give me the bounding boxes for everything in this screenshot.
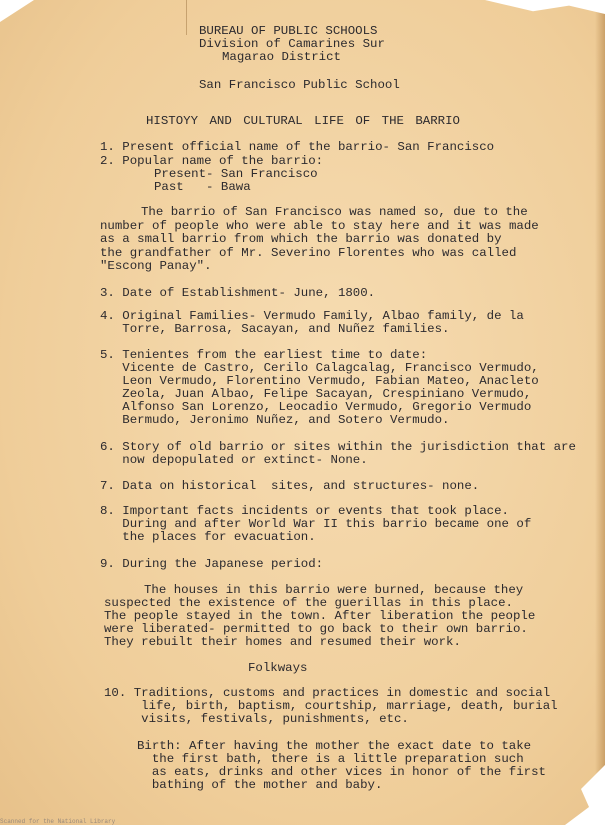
- torn-corner: [0, 0, 34, 22]
- item-10-line: 10. Traditions, customs and practices in domestic and social: [104, 686, 551, 700]
- paragraph-line: were liberated- permitted to go back to their own barrio.: [104, 622, 528, 636]
- birth-line: Birth: After having the mother the exact date to take: [137, 739, 532, 753]
- item-4-line: 4. Original Families- Vermudo Family, Albao family, de la: [100, 309, 524, 323]
- item-2-present: Present- San Francisco: [154, 167, 318, 181]
- scan-footer: Scanned for the National Library: [0, 818, 116, 825]
- torn-edge-bottom: [565, 765, 605, 825]
- item-5-line: Alfonso San Lorenzo, Leocadio Vermudo, Gregorio Vermudo: [100, 400, 532, 414]
- division-line: Division of Camarines Sur: [199, 37, 385, 51]
- item-8-line: During and after World War II this barrio became one of: [100, 517, 532, 531]
- item-7: 7. Data on historical sites, and structures- none.: [100, 479, 480, 493]
- item-5-line: Zeola, Juan Albao, Felipe Sacayan, Crespiniano Vermudo,: [100, 387, 532, 401]
- item-2-past: Past - Bawa: [154, 180, 251, 194]
- paragraph-line: as a small barrio from which the barrio was donated by: [100, 232, 502, 246]
- bureau-line: BUREAU OF PUBLIC SCHOOLS: [199, 24, 378, 38]
- page-edge-shadow: [595, 0, 605, 825]
- item-4-line: Torre, Barrosa, Sacayan, and Nuñez families.: [100, 322, 450, 336]
- paragraph-line: The houses in this barrio were burned, because they: [144, 583, 524, 597]
- district-line: Magarao District: [222, 50, 341, 64]
- section-heading: Folkways: [248, 661, 308, 675]
- paragraph-line: They rebuilt their homes and resumed their work.: [104, 635, 461, 649]
- paragraph-line: the grandfather of Mr. Severino Florentes who was called: [100, 246, 517, 260]
- item-1: 1. Present official name of the barrio- San Francisco: [100, 140, 495, 154]
- item-5-line: 5. Tenientes from the earliest time to date:: [100, 348, 428, 362]
- paragraph-line: suspected the existence of the guerillas in this place.: [104, 596, 513, 610]
- item-10-line: visits, festivals, punishments, etc.: [104, 712, 409, 726]
- item-6-line: 6. Story of old barrio or sites within the jurisdiction that are: [100, 440, 576, 454]
- item-5-line: Vicente de Castro, Cerilo Calagcalag, Francisco Vermudo,: [100, 361, 539, 375]
- paragraph-line: number of people who were able to stay here and it was made: [100, 219, 539, 233]
- paragraph-line: The barrio of San Francisco was named so, due to the: [141, 205, 528, 219]
- paragraph-line: "Escong Panay".: [100, 259, 212, 273]
- document-title: HISTOYY AND CULTURAL LIFE OF THE BARRIO: [146, 114, 460, 128]
- torn-edge-top: [485, 0, 605, 14]
- birth-line: the first bath, there is a little preparation such: [137, 752, 524, 766]
- birth-line: bathing of the mother and baby.: [137, 778, 383, 792]
- school-name: San Francisco Public School: [199, 78, 400, 92]
- item-3: 3. Date of Establishment- June, 1800.: [100, 286, 376, 300]
- birth-line: as eats, drinks and other vices in honor of the first: [137, 765, 546, 779]
- item-9: 9. During the Japanese period:: [100, 557, 324, 571]
- item-6-line: now depopulated or extinct- None.: [100, 453, 368, 467]
- item-10-line: life, birth, baptism, courtship, marriage, death, burial: [104, 699, 558, 713]
- item-5-line: Bermudo, Jeronimo Nuñez, and Sotero Vermudo.: [100, 413, 450, 427]
- item-8-line: 8. Important facts incidents or events that took place.: [100, 504, 509, 518]
- item-5-line: Leon Vermudo, Florentino Vermudo, Fabian Mateo, Anacleto: [100, 374, 539, 388]
- fold-mark: [186, 0, 187, 35]
- item-8-line: the places for evacuation.: [100, 530, 316, 544]
- paragraph-line: The people stayed in the town. After liberation the people: [104, 609, 536, 623]
- item-2: 2. Popular name of the barrio:: [100, 154, 324, 168]
